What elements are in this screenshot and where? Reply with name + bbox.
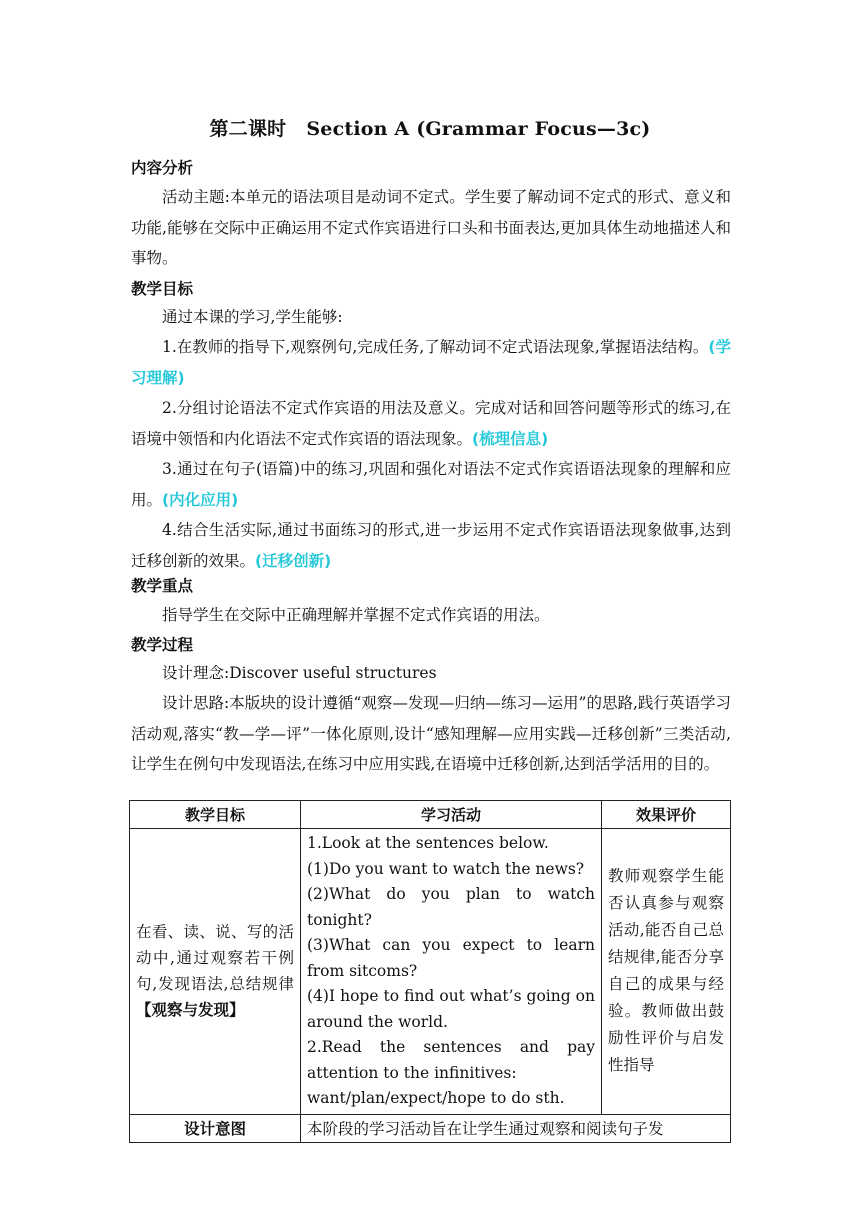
heading-key-points: 教学重点 — [131, 577, 194, 595]
table-header-row — [130, 801, 731, 829]
content-analysis-text: 活动主题:本单元的语法项目是动词不定式。学生要了解动词不定式的形式、意义和功能,能够在交际中正确运用不定式作宾语进行口头和书面表达,更加具体生动地描述人和事物。 — [131, 188, 731, 267]
objective-text: 1.在教师的指导下,观察例句,完成任务,了解动词不定式语法现象,掌握语法结构。 — [162, 338, 709, 356]
objective-item-3 — [131, 454, 731, 515]
heading-objectives: 教学目标 — [131, 280, 194, 298]
intent-text: 本阶段的学习活动旨在让学生通过观察和阅读句子发 — [301, 1114, 731, 1142]
intent-label: 设计意图 — [130, 1114, 301, 1142]
activity-line: (4)I hope to find out what’s going on around the world. — [307, 987, 595, 1031]
activity-line: want/plan/expect/hope to do sth. — [307, 1089, 565, 1107]
activity-line: 2.Read the sentences and pay attention to the infinitives: — [307, 1038, 595, 1082]
activity-line: (3)What can you expect to learn from sitcoms? — [307, 936, 595, 980]
process-idea: 设计思路:本版块的设计遵循“观察—发现—归纳—练习—运用”的思路,践行英语学习活动观,落实“教—学—评”一体化原则,设计“感知理解—应用实践—迁移创新”三类活动,让学生在例句中发现语法,在练习中应用实践,在语境中迁移创新,达到活学活用的目的。 — [131, 694, 731, 773]
process-concept: 设计理念:Discover useful structures — [162, 664, 437, 682]
objective-item-4 — [131, 515, 731, 576]
goal-text: 在看、读、说、写的活动中,通过观察若干例句,发现语法,总结规律 — [136, 923, 294, 994]
activity-table — [129, 800, 731, 1143]
objective-text: 4.结合生活实际,通过书面练习的形式,进一步运用不定式作宾语语法现象做事,达到迁移创新的效果。 — [131, 521, 731, 570]
objective-item-1 — [131, 332, 731, 393]
table-row — [130, 1114, 731, 1142]
lesson-number: 第二课时 — [209, 118, 287, 140]
activity-cell — [301, 829, 602, 1115]
activity-line: (2)What do you plan to watch tonight? — [307, 885, 595, 929]
goal-cell — [130, 829, 301, 1115]
key-points-text: 指导学生在交际中正确理解并掌握不定式作宾语的用法。 — [162, 606, 550, 624]
page-title — [0, 114, 860, 141]
objective-tag: (迁移创新) — [255, 551, 332, 570]
table-header-activity: 学习活动 — [301, 801, 602, 829]
objective-tag: (梳理信息) — [472, 429, 549, 448]
table-header-evaluation: 效果评价 — [602, 801, 731, 829]
table-header-goal: 教学目标 — [130, 801, 301, 829]
heading-process: 教学过程 — [131, 636, 194, 654]
objective-tag: (学习理解) — [131, 338, 732, 387]
objective-item-2 — [131, 393, 731, 454]
objectives-intro: 通过本课的学习,学生能够: — [162, 308, 343, 326]
goal-tag: 【观察与发现】 — [136, 1001, 245, 1020]
objective-text: 3.通过在句子(语篇)中的练习,巩固和强化对语法不定式作宾语语法现象的理解和应用。 — [131, 460, 731, 509]
activity-line: (1)Do you want to watch the news? — [307, 859, 585, 878]
objective-text: 2.分组讨论语法不定式作宾语的用法及意义。完成对话和回答问题等形式的练习,在语境中领悟和内化语法不定式作宾语的语法现象。 — [131, 399, 731, 448]
activity-line: 1.Look at the sentences below. — [307, 834, 549, 852]
objective-tag: (内化应用) — [162, 490, 239, 509]
section-name: Section A (Grammar Focus—3c) — [306, 118, 651, 140]
evaluation-cell: 教师观察学生能否认真参与观察活动,能否自己总结规律,能否分享自己的成果与经验。教师做出鼓励性评价与启发性指导 — [602, 829, 731, 1115]
table-row — [130, 829, 731, 1115]
heading-content-analysis: 内容分析 — [131, 159, 194, 177]
